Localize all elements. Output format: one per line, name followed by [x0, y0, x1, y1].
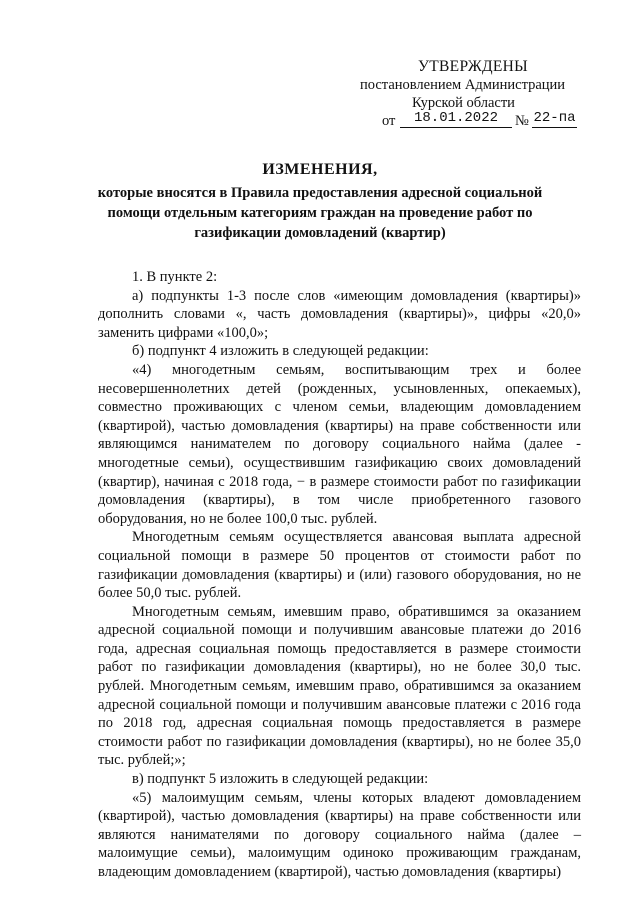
approval-date: 18.01.2022	[400, 109, 512, 128]
paragraph-8: «5) малоимущим семьям, члены которых владеют домовладением (квартирой), частью домовладения (квартиры) на праве собственности или являются нанимателями по договору социального найма (далее – малоимущие семьи), малоимущим одиноко проживающим гражданам, владеющим домовладением (квартирой), частью домовладения (квартиры)	[98, 789, 581, 880]
title-sub-line1: которые вносятся в Правила предоставления адресной социальной	[97, 185, 543, 201]
paragraph-1: 1. В пункте 2:	[132, 269, 218, 285]
approval-number: 22-па	[533, 110, 576, 126]
approval-stamp	[360, 58, 600, 132]
paragraph-3: б) подпункт 4 изложить в следующей редакции:	[132, 343, 429, 360]
title-sub-line3: газификации домовладений (квартир)	[194, 225, 446, 241]
paragraph-7: в) подпункт 5 изложить в следующей редакции:	[132, 771, 429, 788]
title-subtitle	[90, 183, 550, 243]
title-sub-line2: помощи отдельным категориям граждан на проведение работ по	[107, 205, 533, 221]
approval-date-line	[360, 112, 600, 132]
number-prefix: №	[515, 113, 529, 129]
title-main: ИЗМЕНЕНИЯ,	[262, 161, 378, 178]
approval-line1: постановлением Администрации	[360, 77, 566, 93]
paragraph-4: «4) многодетным семьям, воспитывающим трех и более несовершеннолетних детей (рожденных, усыновленных, опекаемых), совместно проживающих с членом семьи, владеющим домовладением (квартирой), частью домовладения (квартиры) на праве собственности или являющимся нанимателем по договору социального найма (далее - многодетные семьи), осуществившим газификацию своих домовладений (квартир), начиная с 2018 года, − в размере стоимости работ по газификации домовладения (квартиры), в том числе приобретенного газового оборудования, но не более 100,0 тыс. рублей.	[98, 361, 581, 527]
document-body	[98, 268, 581, 882]
paragraph-2: а) подпункты 1-3 после слов «имеющим домовладения (квартиры)» дополнить словами «, часть домовладения (квартиры)», цифры «20,0» заменить цифрами «100,0»;	[98, 287, 581, 341]
paragraph-6: Многодетным семьям, имевшим право, обратившимся за оказанием адресной социальной помощи и получившим авансовые платежи до 2016 года, адресная социальная помощь предоставляется в размере стоимости работ по газификации домовладения (квартиры), но не более 30,0 тыс. рублей. Многодетным семьям, имевшим право, обратившимся за оказанием адресной социальной помощи и получившим авансовые платежи с 2016 года по 2018 год, адресная социальная помощь предоставляется в размере стоимости работ по газификации домовладения (квартиры), но не более 35,0 тыс. рублей;»;	[98, 603, 581, 769]
date-prefix: от	[382, 113, 396, 129]
paragraph-5: Многодетным семьям осуществляется авансовая выплата адресной социальной помощи в размере 50 процентов от стоимости работ по газификации домовладения (квартиры) и (или) газового оборудования, но не более 50,0 тыс. рублей.	[98, 529, 581, 602]
approval-line2: Курской области	[412, 95, 515, 111]
document-title	[90, 160, 550, 243]
approval-heading: УТВЕРЖДЕНЫ	[418, 58, 528, 75]
